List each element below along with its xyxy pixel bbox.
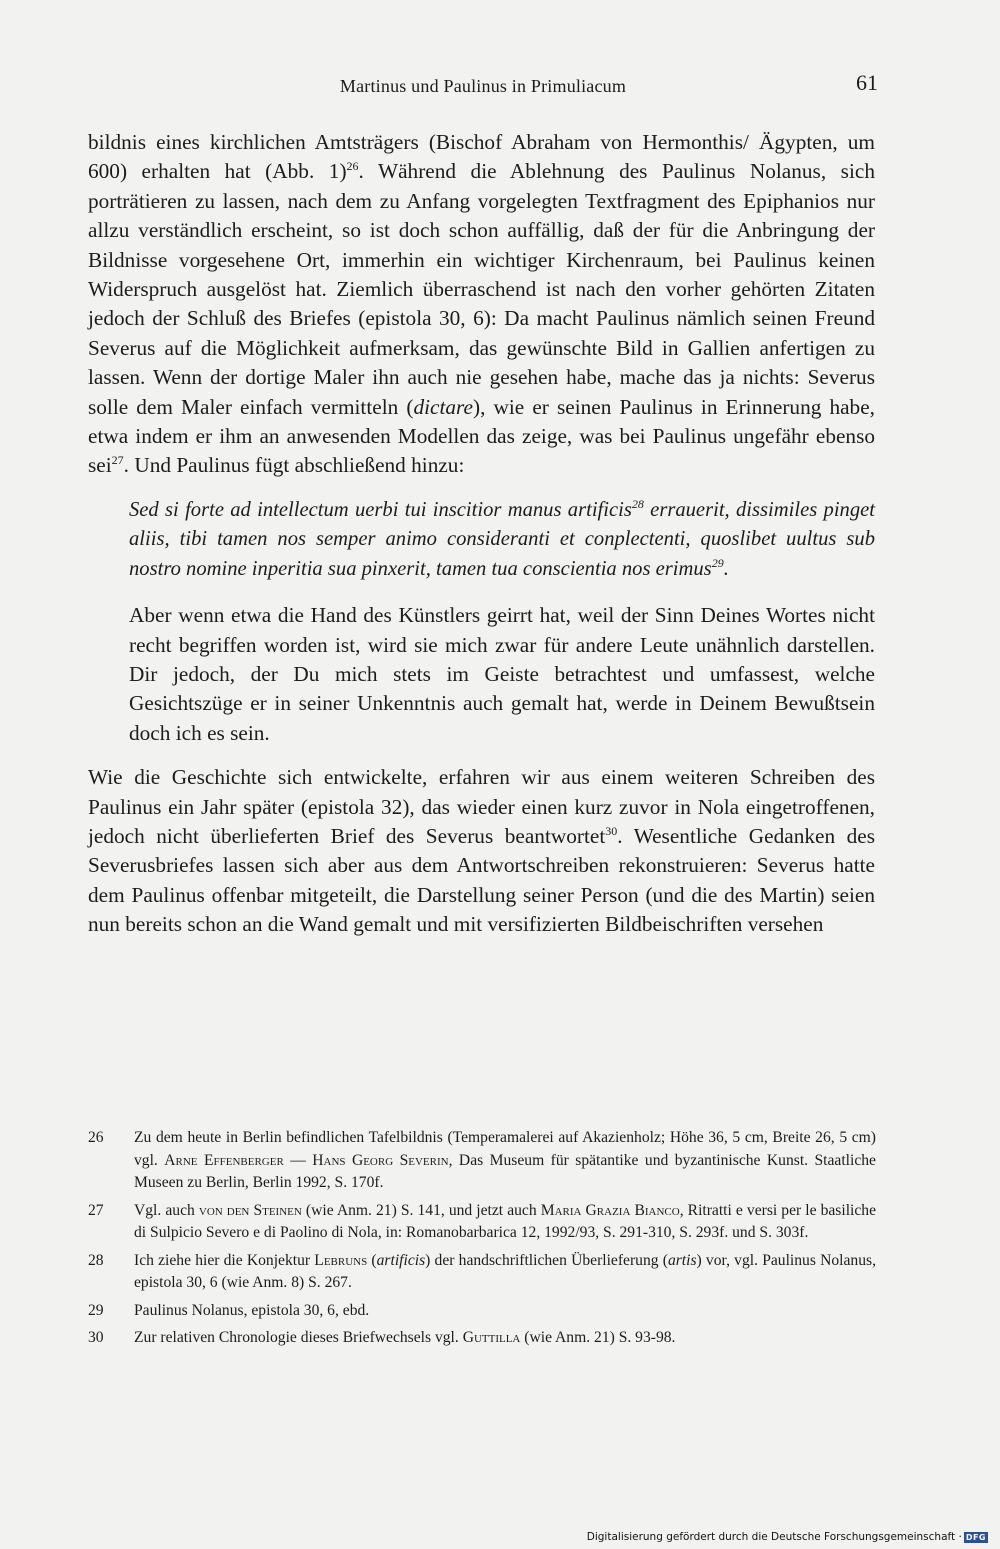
footnote-text bbox=[134, 1127, 876, 1195]
footnote-text bbox=[134, 1327, 876, 1350]
footnote bbox=[88, 1250, 876, 1295]
footnote bbox=[88, 1300, 876, 1323]
text-run: Vgl. auch bbox=[134, 1201, 199, 1219]
text-run: . Während die Ablehnung des Paulinus Nolanus, sich porträtieren zu lassen, nach dem zu Anfang vorgelegten Textfragment des Epiphanios nur allzu verständlich erscheint, so ist doch schon auffällig, daß der für die Anbringung der Bildnisse vorgesehene Ort, immerhin ein wichtiger Kirchenraum, bei Paulinus keinen Widerspruch ausgelöst hat. Ziemlich überraschend ist nach den vorher gehörten Zitaten jedoch der Schluß des Briefes (epistola 30, 6): Da macht Paulinus nämlich seinen Freund Severus auf die Möglichkeit aufmerksam, das gewünschte Bild in Gallien anfertigen zu lassen. Wenn der dortige Maler ihn auch nie gesehen habe, mache das ja nichts: Severus solle dem Maler einfach vermitteln ( bbox=[88, 159, 875, 419]
page-number: 61 bbox=[856, 70, 878, 95]
text-run: Zu dem heute in Berlin befindlichen Tafelbildnis (Temperamalerei auf Akazienholz; Höhe 36, 5 cm, Breite 26, 5 cm) vgl. bbox=[134, 1129, 876, 1169]
author-name: Lebruns bbox=[314, 1251, 368, 1269]
text-run: Wie die Geschichte sich entwickelte, erfahren wir aus einem weiteren Schreiben des Paulinus ein Jahr später (epistola 32), das wieder einen kurz zuvor in Nola eingetroffenen, jedoch nicht überlieferten Brief des Severus beantwortet bbox=[88, 765, 875, 848]
text-run: , Das Museum für spätantike und byzantinische Kunst. Staatliche Museen zu Berlin, Berlin 1992, S. 170f. bbox=[134, 1151, 876, 1191]
footnote-ref: 30 bbox=[605, 823, 618, 838]
paragraph bbox=[88, 763, 875, 939]
footnote-number: 26 bbox=[88, 1129, 104, 1146]
italic-text: dictare bbox=[413, 394, 473, 419]
footnote-text bbox=[134, 1200, 876, 1245]
credit-text: Digitalisierung gefördert durch die Deutsche Forschungsgemeinschaft · bbox=[586, 1531, 962, 1543]
digitization-credit bbox=[587, 1531, 988, 1543]
text-run: Zur relativen Chronologie dieses Briefwechsels vgl. bbox=[134, 1329, 463, 1346]
text-run: bildnis eines kirchlichen Amtsträgers (Bischof Abraham von Hermonthis/ Ägypten, um 600) erhalten hat (Abb. 1) bbox=[88, 130, 875, 184]
text-run: Paulinus Nolanus, epistola 30, 6, ebd. bbox=[134, 1301, 370, 1319]
page-header bbox=[88, 70, 878, 102]
dfg-logo: DFG bbox=[965, 1532, 986, 1542]
text-run: errauerit, dissimiles pinget aliis, tibi tamen nos semper animo consideranti et conplectenti, quoslibet uultus sub nostro nomine inperitia sua pinxerit, tamen tua conscientia nos erimus bbox=[129, 498, 875, 580]
author-name: Arne Effenberger — Hans Georg Severin bbox=[164, 1151, 449, 1169]
footnote-ref: 28 bbox=[631, 497, 644, 512]
footnote-ref: 26 bbox=[346, 159, 359, 174]
italic-text: artis bbox=[667, 1251, 697, 1269]
running-title: Martinus und Paulinus in Primuliacum bbox=[339, 76, 627, 96]
footnote-text bbox=[134, 1300, 876, 1323]
text-run: . Und Paulinus fügt abschließend hinzu: bbox=[123, 453, 465, 478]
text-run: (wie Anm. 21) S. 93-98. bbox=[520, 1329, 676, 1346]
text-run: ), wie er seinen Paulinus in Erinnerung habe, etwa indem er ihm an anwesenden Modellen das zeige, was bei Paulinus ungefähr ebenso sei bbox=[88, 394, 875, 478]
italic-text: artificis bbox=[376, 1251, 426, 1269]
footnote-number: 27 bbox=[88, 1201, 104, 1219]
body-text bbox=[88, 128, 875, 940]
text-run: , Ritratti e versi per le basiliche di Sulpicio Severo e di Paolino di Nola, in: Romanobarbarica 12, 1992/93, S. 291-310, S. 293f. und S. 303f. bbox=[134, 1201, 877, 1241]
footnote-ref: 29 bbox=[711, 555, 724, 570]
text-run: . bbox=[723, 557, 729, 580]
text-run: Ich ziehe hier die Konjektur bbox=[134, 1251, 315, 1269]
footnote bbox=[88, 1127, 876, 1195]
text-run: ) der handschriftlichen Überlieferung ( bbox=[425, 1251, 668, 1269]
footnote bbox=[88, 1200, 876, 1245]
footnote-number: 28 bbox=[88, 1251, 104, 1269]
text-run: Sed si forte ad intellectum uerbi tui inscitior manus artificis bbox=[129, 498, 632, 521]
text-run: ( bbox=[367, 1251, 377, 1269]
text-run: . Wesentliche Gedanken des Severusbriefes lassen sich aber aus dem Antwortschreiben rekonstruieren: Severus hatte dem Paulinus offenbar mitgeteilt, die Darstellung seiner Person (und die des Martin) seien nun bereits schon an die Wand gemalt und mit versifizierten Bildbeischriften versehen bbox=[88, 823, 875, 937]
text-run: (wie Anm. 21) S. 141, und jetzt auch bbox=[301, 1201, 541, 1219]
author-name: Guttilla bbox=[462, 1329, 521, 1346]
footnote-text bbox=[134, 1250, 876, 1295]
latin-quote bbox=[129, 496, 875, 584]
german-translation bbox=[129, 601, 875, 748]
paragraph bbox=[88, 128, 875, 481]
footnote bbox=[88, 1327, 876, 1350]
text-run: Aber wenn etwa die Hand des Künstlers geirrt hat, weil der Sinn Deines Wortes nicht recht begriffen worden ist, wird sie mich zwar für andere Leute unähnlich darstellen. Dir jedoch, der Du mich stets im Geiste betrachtest und umfassest, welche Gesichtszüge er in seiner Unkenntnis auch gemalt hat, werde in Deinem Bewußtsein doch ich es sein. bbox=[129, 603, 875, 745]
author-name: Maria Grazia Bianco bbox=[540, 1201, 680, 1219]
author-name: von den Steinen bbox=[198, 1201, 302, 1219]
footnote-number: 30 bbox=[88, 1329, 104, 1346]
footnotes bbox=[88, 1127, 876, 1355]
footnote-number: 29 bbox=[88, 1301, 104, 1319]
footnote-ref: 27 bbox=[111, 453, 124, 468]
text-run: ) vor, vgl. Paulinus Nolanus, epistola 30, 6 (wie Anm. 8) S. 267. bbox=[134, 1251, 876, 1291]
